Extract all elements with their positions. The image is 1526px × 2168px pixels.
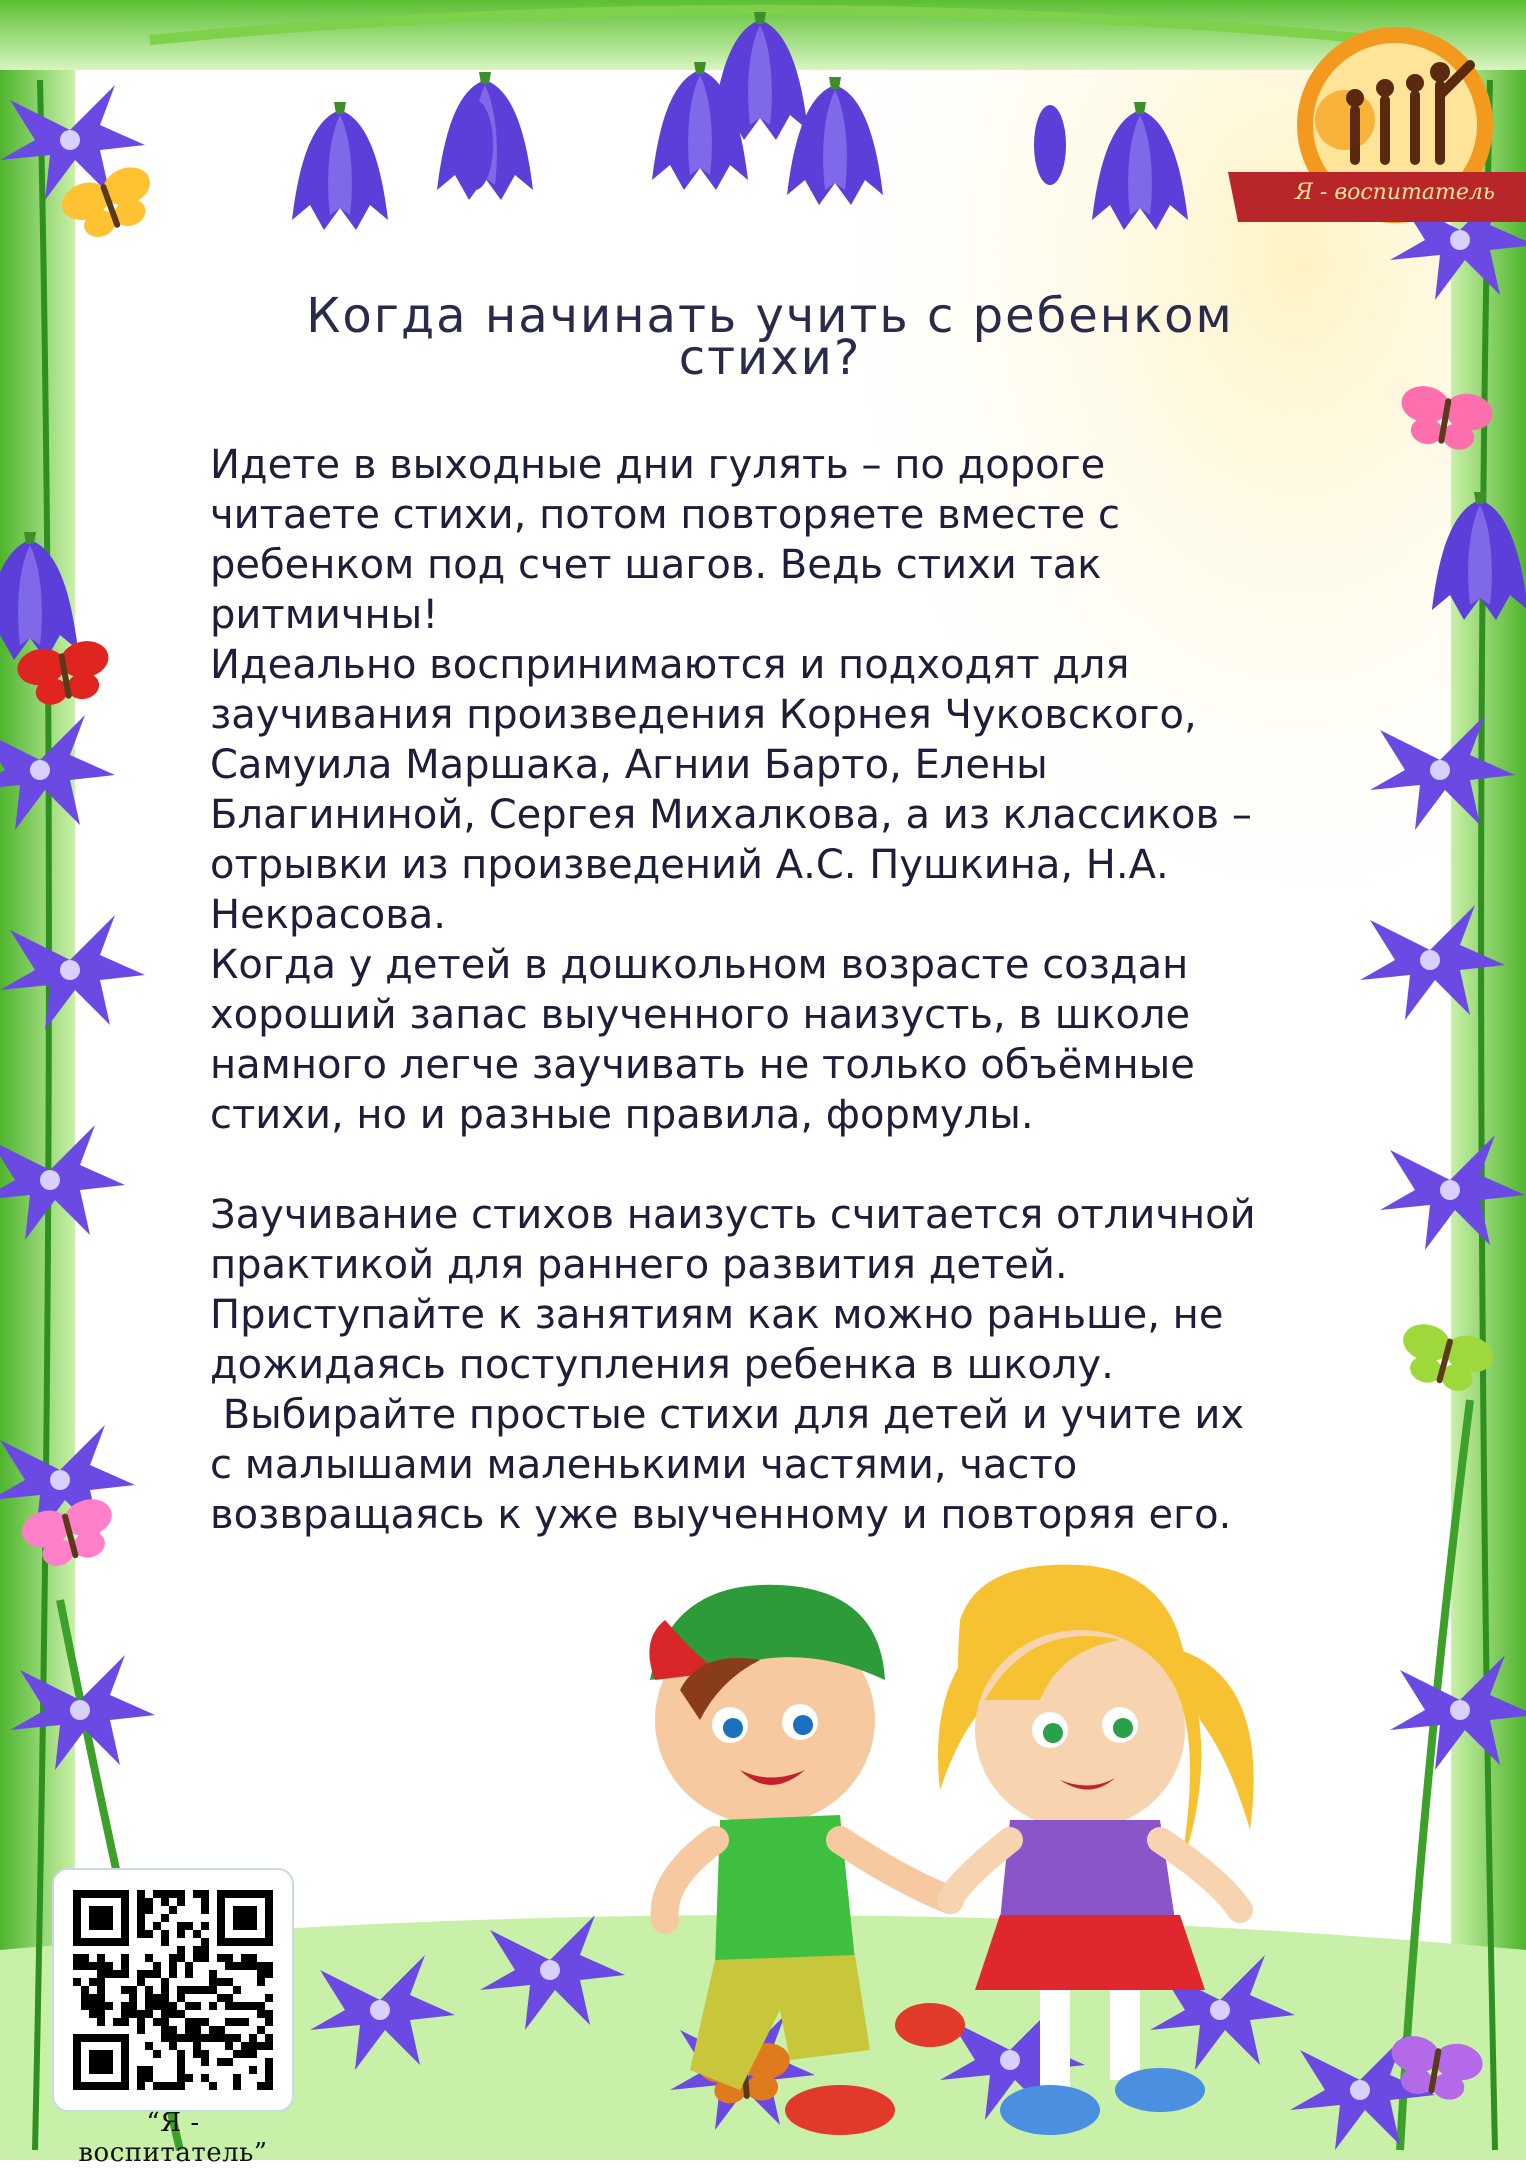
text-line: хороший запас выученного наизусть, в школе: [210, 992, 1191, 1038]
text-line: намного легче заучивать не только объёмные: [210, 1042, 1195, 1088]
text-line: Самуила Маршака, Агнии Барто, Елены: [210, 742, 1048, 788]
logo-ribbon-text: Я - воспитатель: [1295, 180, 1495, 205]
text-line: отрывки из произведений А.С. Пушкина, Н.А.: [210, 842, 1169, 888]
text-line: Приступайте к занятиям как можно раньше, не: [210, 1292, 1224, 1338]
text-line: читаете стихи, потом повторяете вместе с: [210, 492, 1120, 538]
paragraph-gap: [210, 1140, 1360, 1190]
text-line: Заучивание стихов наизусть считается отличной: [210, 1192, 1256, 1238]
text-line: Благининой, Сергея Михалкова, а из классиков –: [210, 792, 1252, 838]
text-line: возвращаясь к уже выученному и повторяя его.: [210, 1492, 1232, 1538]
text-line: Идете в выходные дни гулять – по дороге: [210, 442, 1106, 488]
page-title: [200, 288, 1340, 386]
qr-code[interactable]: [52, 1868, 294, 2112]
title-line-1: Когда начинать учить с ребенком: [306, 288, 1234, 344]
title-line-2: стихи?: [678, 330, 862, 386]
text-line: Некрасова.: [210, 892, 447, 938]
text-line: дожидаясь поступления ребенка в школу.: [210, 1342, 1114, 1388]
text-line: Выбирайте простые стихи для детей и учите их: [210, 1392, 1245, 1438]
text-line: практикой для раннего развития детей.: [210, 1242, 1068, 1288]
text-line: Когда у детей в дошкольном возрасте создан: [210, 942, 1189, 988]
text-line: ритмичны!: [210, 592, 439, 638]
text-line: ребенком под счет шагов. Ведь стихи так: [210, 542, 1102, 588]
qr-code-icon: [73, 1890, 273, 2090]
article-body: [210, 440, 1360, 1540]
text-line: Идеально воспринимаются и подходят для: [210, 642, 1130, 688]
text-line: с малышами маленькими частями, часто: [210, 1442, 1078, 1488]
text-line: стихи, но и разные правила, формулы.: [210, 1092, 1034, 1138]
qr-caption: “Я - воспитатель”: [78, 2108, 268, 2168]
text-line: заучивания произведения Корнея Чуковского,: [210, 692, 1197, 738]
